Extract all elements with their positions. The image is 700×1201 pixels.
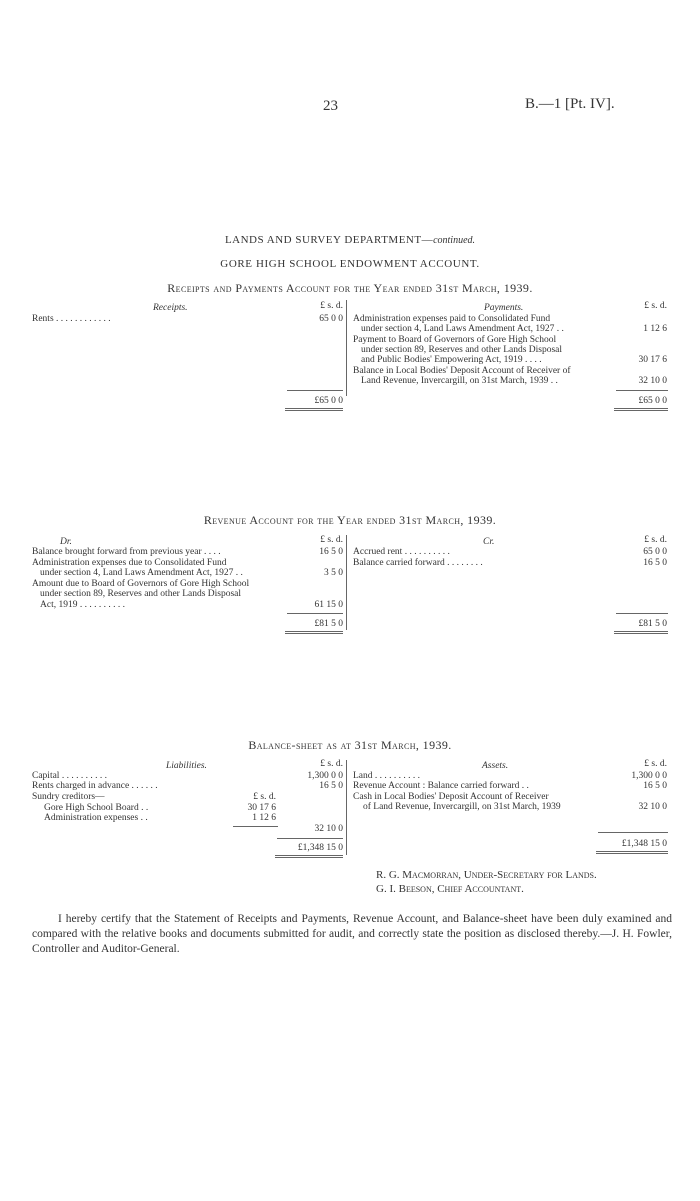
revenue-cr-total-rule: [616, 613, 668, 614]
revenue-cr-lsd-heading: £ s. d.: [644, 535, 667, 545]
payment-board-line3: and Public Bodies' Empowering Act, 1919 . . . .: [361, 355, 542, 365]
department-title: [0, 234, 700, 246]
liabilities-lsd-heading: £ s. d.: [320, 759, 343, 769]
payment-admin-line1: Administration expenses paid to Consolidated Fund: [353, 314, 551, 324]
receipts-heading: Receipts.: [153, 303, 188, 313]
gore-board-amount: 30 17 6: [247, 803, 276, 813]
sundry-subtotal: 32 10 0: [314, 824, 343, 834]
audit-certificate: I hereby certify that the Statement of Receipts and Payments, Revenue Account, and Balance-sheet have been duly examined and compared with the relative books and documents submitted for audit, and correctly state the position as disclosed thereby.—J. H. Fowler, Controller and Auditor-General.: [32, 913, 672, 955]
capital-amount: 1,300 0 0: [307, 771, 343, 781]
revenue-dr-total: £81 5 0: [314, 619, 343, 629]
balance-sheet-title: Balance-sheet as at 31st March, 1939.: [248, 738, 452, 752]
admin-expenses-amount: 1 12 6: [252, 813, 276, 823]
assets-heading: Assets.: [482, 761, 509, 771]
cash-deposit-line2: of Land Revenue, Invercargill, on 31st March, 1939: [363, 802, 561, 812]
land-label: Land . . . . . . . . . .: [353, 771, 421, 781]
payment-board-line1: Payment to Board of Governors of Gore High School: [353, 335, 557, 345]
revenue-dr-heading: Dr.: [60, 537, 72, 547]
liabilities-heading: Liabilities.: [166, 761, 207, 771]
rents-advance-label: Rents charged in advance . . . . . .: [32, 781, 158, 791]
payment-balance-line2: Land Revenue, Invercargill, on 31st March, 1939 . .: [361, 376, 558, 386]
sundry-subtotal-rule: [233, 826, 278, 827]
cr-accrued-rent-label: Accrued rent . . . . . . . . . .: [353, 547, 450, 557]
rents-amount: 65 0 0: [319, 314, 343, 324]
dr-balance-label: Balance brought forward from previous year . . . .: [32, 547, 221, 557]
payments-heading: Payments.: [484, 303, 524, 313]
payment-board-line2: under section 89, Reserves and other Lands Disposal: [361, 345, 563, 355]
liabilities-total-rule: [277, 838, 343, 839]
assets-total-rule: [598, 832, 668, 833]
payments-lsd-heading: £ s. d.: [644, 301, 667, 311]
assets-lsd-heading: £ s. d.: [644, 759, 667, 769]
signature-under-secretary: R. G. Macmorran, Under-Secretary for Lands.: [376, 869, 597, 881]
revenue-account-amount: 16 5 0: [643, 781, 667, 791]
dr-board-line2: under section 89, Reserves and other Lands Disposal: [40, 589, 242, 599]
rents-advance-amount: 16 5 0: [319, 781, 343, 791]
dr-admin-line1: Administration expenses due to Consolidated Fund: [32, 558, 227, 568]
dr-admin-amount: 3 5 0: [324, 568, 343, 578]
department-continued: continued.: [433, 235, 476, 246]
payment-balance-amount: 32 10 0: [638, 376, 667, 386]
payment-admin-amount: 1 12 6: [643, 324, 667, 334]
revenue-divider: [346, 535, 347, 630]
cr-accrued-rent-amount: 65 0 0: [643, 547, 667, 557]
gore-board-label: Gore High School Board . .: [44, 803, 149, 813]
admin-expenses-label: Administration expenses . .: [44, 813, 148, 823]
account-title: GORE HIGH SCHOOL ENDOWMENT ACCOUNT.: [220, 258, 480, 270]
rents-label: Rents . . . . . . . . . . . .: [32, 314, 111, 324]
receipts-double-rule: [285, 408, 343, 411]
revenue-cr-double-rule: [614, 631, 668, 634]
revenue-cr-total: £81 5 0: [638, 619, 667, 629]
revenue-dr-lsd-heading: £ s. d.: [320, 535, 343, 545]
department-name: LANDS AND SURVEY DEPARTMENT—: [224, 234, 434, 246]
sundry-creditors-label: Sundry creditors—: [32, 792, 105, 802]
dr-balance-amount: 16 5 0: [319, 547, 343, 557]
cash-deposit-line1: Cash in Local Bodies' Deposit Account of Receiver: [353, 792, 549, 802]
payment-balance-line1: Balance in Local Bodies' Deposit Account of Receiver of: [353, 366, 571, 376]
dr-board-amount: 61 15 0: [314, 600, 343, 610]
capital-label: Capital . . . . . . . . . .: [32, 771, 107, 781]
liabilities-total: £1,348 15 0: [297, 843, 343, 853]
receipts-divider: [346, 300, 347, 396]
assets-total: £1,348 15 0: [621, 839, 667, 849]
dr-board-line3: Act, 1919 . . . . . . . . . .: [40, 600, 125, 610]
revenue-dr-total-rule: [287, 613, 343, 614]
payment-board-amount: 30 17 6: [638, 355, 667, 365]
revenue-cr-heading: Cr.: [483, 537, 495, 547]
receipts-total-rule: [287, 390, 343, 391]
payments-total: £65 0 0: [638, 396, 667, 406]
revenue-account-title: Revenue Account for the Year ended 31st March, 1939.: [203, 513, 497, 527]
dr-board-line1: Amount due to Board of Governors of Gore High School: [32, 579, 250, 589]
payments-double-rule: [614, 408, 668, 411]
payments-total-rule: [616, 390, 668, 391]
receipts-payments-title: Receipts and Payments Account for the Year ended 31st March, 1939.: [167, 281, 533, 295]
sundry-lsd-heading: £ s. d.: [253, 792, 276, 802]
cash-deposit-amount: 32 10 0: [638, 802, 667, 812]
dr-admin-line2: under section 4, Land Laws Amendment Act, 1927 . .: [40, 568, 243, 578]
balance-sheet-divider: [346, 760, 347, 855]
cr-balance-label: Balance carried forward . . . . . . . .: [353, 558, 483, 568]
report-reference: B.—1 [Pt. IV].: [525, 96, 615, 112]
cr-balance-amount: 16 5 0: [643, 558, 667, 568]
signature-chief-accountant: G. I. Beeson, Chief Accountant.: [376, 883, 524, 895]
revenue-dr-double-rule: [285, 631, 343, 634]
page-number: 23: [323, 98, 338, 114]
receipts-lsd-heading: £ s. d.: [320, 301, 343, 311]
liabilities-double-rule: [275, 855, 343, 858]
revenue-account-label: Revenue Account : Balance carried forward . .: [353, 781, 529, 791]
payment-admin-line2: under section 4, Land Laws Amendment Act, 1927 . .: [361, 324, 564, 334]
land-amount: 1,300 0 0: [631, 771, 667, 781]
receipts-total: £65 0 0: [314, 396, 343, 406]
assets-double-rule: [596, 851, 668, 854]
